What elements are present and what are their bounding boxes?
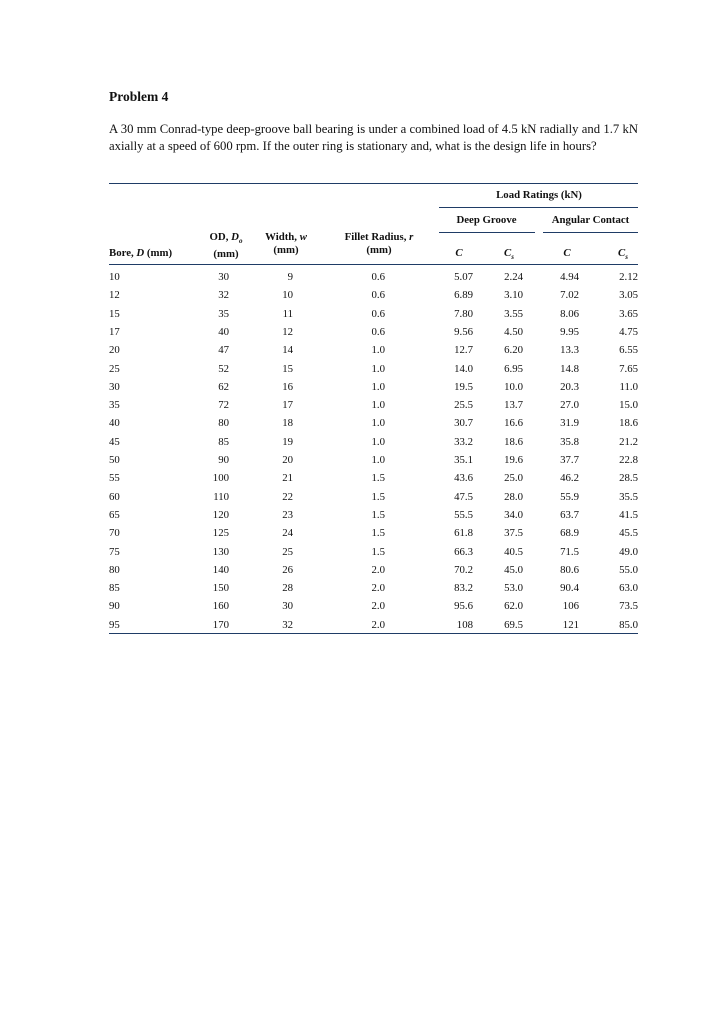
- cell-bore: 15: [109, 307, 120, 320]
- cell-od: 32: [218, 289, 229, 302]
- cell-bore: 30: [109, 380, 120, 393]
- cell-od: 110: [213, 490, 229, 503]
- cell-od: 80: [218, 417, 229, 430]
- load-ratings-rule: [439, 207, 638, 208]
- cell-od: 130: [212, 545, 229, 558]
- cell-width: 25: [282, 545, 293, 558]
- cell-dg-cs: 4.50: [504, 325, 523, 338]
- col-fillet-header: Fillet Radius, r (mm): [344, 231, 414, 256]
- cell-ac-cs: 28.5: [619, 472, 638, 485]
- cell-ac-cs: 4.75: [619, 325, 638, 338]
- cell-od: 125: [212, 527, 229, 540]
- cell-dg-c: 14.0: [454, 362, 473, 375]
- cell-ac-c: 4.94: [560, 271, 579, 283]
- cell-dg-c: 61.8: [454, 527, 473, 540]
- cell-ac-cs: 35.5: [619, 490, 638, 503]
- cell-fillet: 0.6: [371, 271, 385, 283]
- cell-ac-cs: 2.12: [619, 271, 638, 283]
- cell-dg-cs: 3.55: [504, 307, 523, 320]
- cell-width: 26: [282, 563, 293, 576]
- cell-ac-c: 31.9: [560, 417, 579, 430]
- cell-width: 20: [282, 454, 293, 466]
- cell-width: 28: [282, 582, 293, 595]
- cell-ac-c: 71.5: [560, 545, 579, 558]
- cell-fillet: 0.6: [371, 325, 385, 338]
- col-ac-cs-header: $C_s$: [618, 247, 628, 262]
- cell-bore: 10: [109, 271, 120, 283]
- cell-dg-cs: 18.6: [504, 435, 523, 448]
- cell-bore: 25: [109, 362, 120, 375]
- cell-dg-cs: 40.5: [504, 545, 523, 558]
- load-ratings-header: Load Ratings (kN): [496, 189, 582, 201]
- cell-ac-cs: 63.0: [619, 582, 638, 595]
- cell-ac-cs: 55.0: [619, 563, 638, 576]
- cell-bore: 70: [109, 527, 120, 540]
- cell-fillet: 2.0: [371, 582, 385, 595]
- cell-dg-cs: 28.0: [504, 490, 523, 503]
- cell-dg-c: 83.2: [454, 582, 473, 595]
- cell-ac-c: 7.02: [560, 289, 579, 302]
- cell-ac-cs: 3.65: [619, 307, 638, 320]
- cell-fillet: 1.0: [371, 362, 385, 375]
- cell-width: 12: [282, 325, 293, 338]
- col-width-header: Width, w (mm): [265, 231, 307, 256]
- cell-bore: 35: [109, 399, 120, 412]
- cell-dg-c: 43.6: [454, 472, 473, 485]
- cell-ac-c: 55.9: [560, 490, 579, 503]
- cell-bore: 40: [109, 417, 120, 430]
- cell-fillet: 2.0: [371, 563, 385, 576]
- cell-dg-c: 33.2: [454, 435, 473, 448]
- cell-od: 72: [218, 399, 229, 412]
- cell-fillet: 0.6: [371, 307, 385, 320]
- cell-od: 52: [218, 362, 229, 375]
- cell-dg-c: 5.07: [454, 271, 473, 283]
- cell-ac-cs: 11.0: [619, 380, 638, 393]
- cell-ac-cs: 7.65: [619, 362, 638, 375]
- cell-dg-c: 7.80: [454, 307, 473, 320]
- cell-ac-cs: 6.55: [619, 344, 638, 357]
- cell-od: 160: [212, 600, 229, 613]
- cell-dg-cs: 37.5: [504, 527, 523, 540]
- cell-fillet: 2.0: [371, 618, 385, 631]
- cell-ac-c: 106: [562, 600, 579, 613]
- cell-fillet: 2.0: [371, 600, 385, 613]
- cell-dg-cs: 2.24: [504, 271, 523, 283]
- cell-bore: 75: [109, 545, 120, 558]
- cell-dg-c: 35.1: [454, 454, 473, 466]
- cell-fillet: 1.0: [371, 344, 385, 357]
- cell-dg-c: 108: [456, 618, 473, 631]
- cell-dg-cs: 45.0: [504, 563, 523, 576]
- cell-fillet: 1.0: [371, 399, 385, 412]
- cell-dg-c: 25.5: [454, 399, 473, 412]
- cell-ac-c: 8.06: [560, 307, 579, 320]
- cell-dg-cs: 34.0: [504, 508, 523, 521]
- cell-fillet: 1.5: [371, 472, 385, 485]
- cell-dg-c: 55.5: [454, 508, 473, 521]
- cell-od: 47: [218, 344, 229, 357]
- cell-od: 62: [218, 380, 229, 393]
- cell-ac-c: 9.95: [560, 325, 579, 338]
- cell-width: 23: [282, 508, 293, 521]
- col-od-header: OD, $D_o$ (mm): [209, 231, 243, 261]
- cell-dg-c: 9.56: [454, 325, 473, 338]
- cell-dg-c: 30.7: [454, 417, 473, 430]
- cell-ac-cs: 15.0: [619, 399, 638, 412]
- cell-width: 21: [282, 472, 293, 485]
- cell-od: 90: [218, 454, 229, 466]
- cell-bore: 55: [109, 472, 120, 485]
- cell-width: 9: [287, 271, 293, 283]
- cell-width: 16: [282, 380, 293, 393]
- cell-dg-cs: 62.0: [504, 600, 523, 613]
- cell-dg-cs: 53.0: [504, 582, 523, 595]
- cell-dg-c: 47.5: [454, 490, 473, 503]
- cell-od: 170: [212, 618, 229, 631]
- cell-od: 30: [218, 271, 229, 283]
- cell-dg-c: 6.89: [454, 289, 473, 302]
- cell-fillet: 0.6: [371, 289, 385, 302]
- cell-od: 150: [212, 582, 229, 595]
- cell-width: 14: [282, 344, 293, 357]
- cell-width: 17: [282, 399, 293, 412]
- col-ac-c-header: C: [563, 247, 571, 259]
- cell-bore: 20: [109, 344, 120, 357]
- angular-contact-rule: [543, 232, 638, 233]
- cell-fillet: 1.0: [371, 380, 385, 393]
- cell-ac-c: 35.8: [560, 435, 579, 448]
- cell-ac-c: 14.8: [560, 362, 579, 375]
- cell-bore: 12: [109, 289, 120, 302]
- cell-fillet: 1.5: [371, 508, 385, 521]
- cell-width: 19: [282, 435, 293, 448]
- cell-width: 24: [282, 527, 293, 540]
- cell-ac-c: 68.9: [560, 527, 579, 540]
- cell-ac-c: 20.3: [560, 380, 579, 393]
- cell-dg-cs: 16.6: [504, 417, 523, 430]
- cell-ac-c: 63.7: [560, 508, 579, 521]
- problem-title: Problem 4: [109, 89, 169, 104]
- cell-ac-c: 121: [562, 618, 579, 631]
- cell-bore: 95: [109, 618, 120, 631]
- cell-ac-c: 37.7: [560, 454, 579, 466]
- cell-ac-c: 13.3: [560, 344, 579, 357]
- cell-ac-cs: 41.5: [619, 508, 638, 521]
- col-bore-header: Bore, D (mm): [109, 247, 173, 259]
- cell-ac-cs: 18.6: [619, 417, 638, 430]
- cell-bore: 85: [109, 582, 120, 595]
- cell-dg-cs: 10.0: [504, 380, 523, 393]
- cell-bore: 17: [109, 325, 120, 338]
- cell-fillet: 1.0: [371, 454, 385, 466]
- cell-ac-cs: 85.0: [619, 618, 638, 631]
- cell-bore: 60: [109, 490, 120, 503]
- cell-ac-cs: 3.05: [619, 289, 638, 302]
- cell-ac-cs: 73.5: [619, 600, 638, 613]
- cell-width: 10: [282, 289, 293, 302]
- deep-groove-rule: [439, 232, 535, 233]
- cell-od: 140: [212, 563, 229, 576]
- cell-width: 11: [282, 307, 293, 320]
- cell-ac-c: 27.0: [560, 399, 579, 412]
- cell-bore: 65: [109, 508, 120, 521]
- cell-ac-cs: 21.2: [619, 435, 638, 448]
- cell-ac-cs: 45.5: [619, 527, 638, 540]
- deep-groove-header: Deep Groove: [456, 214, 517, 226]
- cell-dg-cs: 69.5: [504, 618, 523, 631]
- cell-dg-cs: 13.7: [504, 399, 523, 412]
- col-dg-c-header: C: [455, 247, 463, 259]
- cell-ac-cs: 22.8: [619, 454, 638, 466]
- cell-width: 30: [282, 600, 293, 613]
- cell-ac-c: 46.2: [560, 472, 579, 485]
- table-header-rule: [109, 264, 638, 265]
- cell-dg-c: 19.5: [454, 380, 473, 393]
- cell-ac-c: 90.4: [560, 582, 579, 595]
- problem-statement: A 30 mm Conrad-type deep-groove ball bearing is under a combined load of 4.5 kN radially and 1.7 kN axially at a speed of 600 rpm. If the outer ring is stationary and, what is the design life in hours?: [109, 122, 638, 153]
- cell-od: 100: [212, 472, 229, 485]
- cell-bore: 80: [109, 563, 120, 576]
- cell-fillet: 1.0: [371, 435, 385, 448]
- cell-od: 35: [218, 307, 229, 320]
- cell-dg-cs: 6.95: [504, 362, 523, 375]
- cell-fillet: 1.5: [371, 527, 385, 540]
- cell-dg-cs: 6.20: [504, 344, 523, 357]
- cell-dg-c: 66.3: [454, 545, 473, 558]
- cell-fillet: 1.0: [371, 417, 385, 430]
- cell-width: 15: [282, 362, 293, 375]
- table-top-rule: [109, 183, 638, 184]
- cell-od: 40: [218, 325, 229, 338]
- cell-ac-c: 80.6: [560, 563, 579, 576]
- angular-contact-header: Angular Contact: [551, 214, 630, 226]
- cell-fillet: 1.5: [371, 490, 385, 503]
- cell-fillet: 1.5: [371, 545, 385, 558]
- table-bottom-rule: [109, 633, 638, 634]
- cell-bore: 45: [109, 435, 120, 448]
- col-dg-cs-header: $C_s$: [504, 247, 514, 262]
- cell-width: 22: [282, 490, 293, 503]
- cell-bore: 50: [109, 454, 120, 466]
- cell-width: 32: [282, 618, 293, 631]
- cell-dg-cs: 19.6: [504, 454, 523, 466]
- cell-dg-cs: 25.0: [504, 472, 523, 485]
- cell-dg-c: 70.2: [454, 563, 473, 576]
- cell-dg-cs: 3.10: [504, 289, 523, 302]
- cell-od: 120: [212, 508, 229, 521]
- cell-dg-c: 12.7: [454, 344, 473, 357]
- cell-od: 85: [218, 435, 229, 448]
- cell-dg-c: 95.6: [454, 600, 473, 613]
- cell-width: 18: [282, 417, 293, 430]
- cell-bore: 90: [109, 600, 120, 613]
- cell-ac-cs: 49.0: [619, 545, 638, 558]
